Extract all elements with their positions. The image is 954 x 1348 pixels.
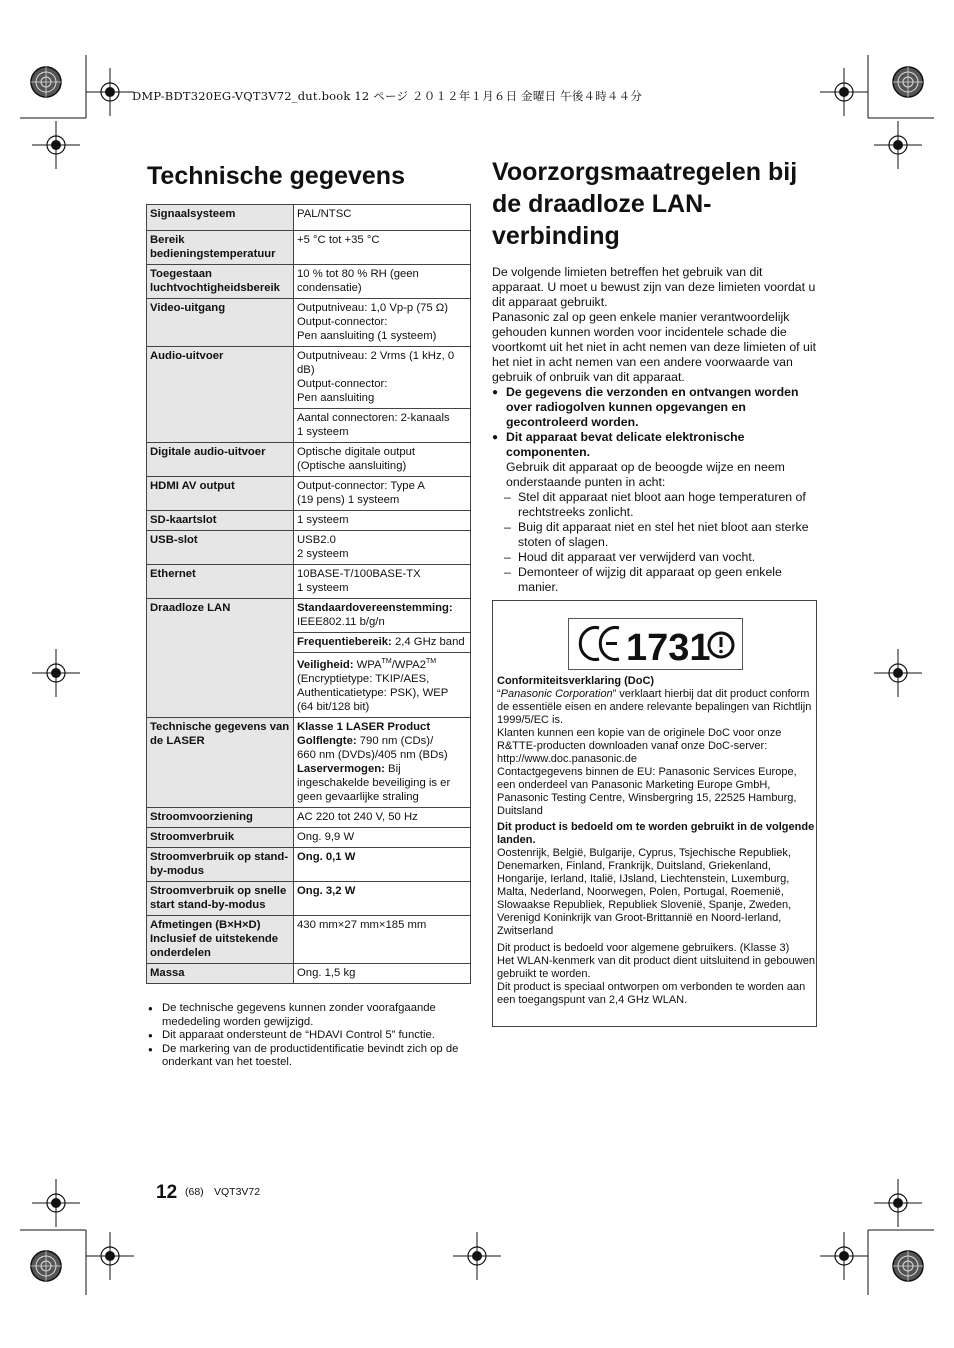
doc-url: http://www.doc.panasonic.de (497, 753, 638, 765)
spec-value: Optische digitale output (Optische aansluiting) (294, 443, 471, 477)
spec-value: Outputniveau: 2 Vrms (1 kHz, 0 dB) Output-connector: Pen aansluiting (294, 347, 471, 409)
doc-paragraph: Contactgegevens binnen de EU: Panasonic Services Europe, een onderdeel van Panasonic Marketing Europe GmbH, (497, 766, 797, 791)
note-item: ● De markering van de productidentificatie bevindt zich op de onderkant van het toestel. (146, 1043, 471, 1070)
spec-row (147, 827, 471, 847)
note-item: ● Dit apparaat ondersteunt de “HDAVI Control 5” functie. (146, 1029, 471, 1043)
spec-label: SD-kaartslot (147, 511, 294, 531)
spec-label: HDMI AV output (147, 477, 294, 511)
doc-paragraph: Klanten kunnen een kopie van de originele DoC voor onze R&TTE-producten downloaden vanaf onze DoC-server: (497, 727, 782, 752)
note-item: ● De technische gegevens kunnen zonder voorafgaande mededeling worden gewijzigd. (146, 1002, 471, 1029)
page-number: 12 (156, 1182, 178, 1203)
spec-value: AC 220 tot 240 V, 50 Hz (294, 807, 471, 827)
doc-statement: “Panasonic Corporation” verklaart hierbij dat dit product conform de essentiële eisen en andere relevante bepalingen van Richtlijn 1999/5/EC is. (497, 688, 812, 726)
spec-value: PAL/NTSC (294, 205, 471, 231)
spec-value: 1 systeem (294, 511, 471, 531)
spec-label: Toegestaan luchtvochtigheidsbereik (147, 265, 294, 299)
spec-value: USB2.0 2 systeem (294, 531, 471, 565)
spec-value: Output-connector: Type A (19 pens) 1 systeem (294, 477, 471, 511)
spec-label: Audio-uitvoer (147, 347, 294, 443)
page-title-specifications: Technische gegevens (147, 162, 405, 190)
spec-row (147, 265, 471, 299)
spec-row (147, 511, 471, 531)
spec-row (147, 565, 471, 599)
countries-list: Oostenrijk, België, Bulgarije, Cyprus, Tsjechische Republiek, Denemarken, Finland, Frankrijk, Duitsland, Griekenland, Hongarije, Ierland, Italië, IJsland, Liechtenstein, Luxemburg, Malta, Nederland, Noorwegen, Polen, Portugal, Roemenië, Slowaakse Republiek, Republiek Slovenië, Spanje, Zweden, Verenigd Koninkrijk van Groot-Brittannië en Noord-Ierland, Zwitserland (497, 847, 792, 937)
dash-item: – Buig dit apparaat niet en stel het niet bloot aan sterke stoten of slagen. (504, 520, 809, 549)
bullet-item: ● Dit apparaat bevat delicate elektronische componenten. Gebruik dit apparaat op de beoogde wijze en neem onderstaande punten in acht: (492, 430, 785, 489)
spec-value: 430 mm×27 mm×185 mm (294, 915, 471, 963)
specifications-table (146, 204, 471, 984)
spec-value: 10BASE-T/100BASE-TX 1 systeem (294, 565, 471, 599)
bullet-item: ● De gegevens die verzonden en ontvangen worden over radiogolven kunnen opgevangen en gecontroleerd worden. (492, 385, 799, 429)
ce-number: 1731 (626, 627, 711, 669)
intro-paragraph: Panasonic zal op geen enkele manier verantwoordelijk gehouden kunnen worden voor incidentele schade die voortkomt uit het niet in acht nemen van deze limieten of uit het niet in acht nemen van een andere voorwaarde van gebruik of onbruik van dit apparaat. (492, 310, 816, 384)
spec-row (147, 231, 471, 265)
spec-label: Technische gegevens van de LASER (147, 717, 294, 807)
spec-row (147, 717, 471, 807)
spec-value: Frequentiebereik: 2,4 GHz band (294, 633, 471, 653)
wireless-precautions-text (492, 265, 817, 595)
countries-heading: Dit product is bedoeld om te worden gebruikt in de volgende landen. (497, 821, 815, 846)
page-title-wireless-precautions: Voorzorgsmaatregelen bij de draadloze LAN-verbinding (492, 158, 798, 250)
spec-row (147, 347, 471, 409)
spec-row (147, 477, 471, 511)
spec-label: USB-slot (147, 531, 294, 565)
spec-value: Outputniveau: 1,0 Vp-p (75 Ω) Output-connector: Pen aansluiting (1 systeem) (294, 299, 471, 347)
spec-row (147, 807, 471, 827)
spec-label: Ethernet (147, 565, 294, 599)
spec-label: Stroomvoorziening (147, 807, 294, 827)
spec-label: Digitale audio-uitvoer (147, 443, 294, 477)
intro-paragraph: De volgende limieten betreffen het gebruik van dit apparaat. U moet u bewust zijn van deze limieten voordat u dit apparaat gebruikt. (492, 265, 816, 309)
spec-value: 10 % tot 80 % RH (geen condensatie) (294, 265, 471, 299)
print-header: DMP-BDT320EG-VQT3V72_dut.book 12 ページ ２０１２年１月６日 金曜日 午後４時４４分 (132, 89, 643, 103)
dash-item: – Stel dit apparaat niet bloot aan hoge temperaturen of rechtstreeks zonlicht. (504, 490, 806, 519)
dash-item: – Houd dit apparaat ver verwijderd van vocht. (504, 550, 756, 564)
spec-value: Ong. 3,2 W (294, 881, 471, 915)
bullet-icon: ● (492, 387, 499, 398)
spec-row (147, 299, 471, 347)
doc-paragraph: Het WLAN-kenmerk van dit product dient uitsluitend in gebouwen gebruikt te worden. (497, 955, 815, 980)
model-code: VQT3V72 (214, 1186, 261, 1198)
spec-row (147, 963, 471, 983)
spec-row (147, 205, 471, 231)
spec-value: +5 °C tot +35 °C (294, 231, 471, 265)
spec-row (147, 881, 471, 915)
spec-label: Stroomverbruik (147, 827, 294, 847)
spec-row (147, 599, 471, 633)
spec-label: Video-uitgang (147, 299, 294, 347)
spec-value: Standaardovereenstemming: IEEE802.11 b/g/n (294, 599, 471, 633)
spec-label: Signaalsysteem (147, 205, 294, 231)
spec-label: Stroomverbruik op stand-by-modus (147, 847, 294, 881)
spec-value: Klasse 1 LASER Product Golflengte: 790 nm (CDs)/ 660 nm (DVDs)/405 nm (BDs) Laservermogen: Bij ingeschakelde beveiliging is er geen gevaarlijke straling (294, 717, 471, 807)
spec-value: Aantal connectoren: 2-kanaals 1 systeem (294, 409, 471, 443)
doc-heading: Conformiteitsverklaring (DoC) (497, 675, 655, 687)
bullet-icon: ● (492, 432, 499, 443)
dash-item: – Demonteer of wijzig dit apparaat op geen enkele manier. (504, 565, 782, 594)
ce-mark (568, 618, 743, 670)
spec-row (147, 915, 471, 963)
spec-label: Massa (147, 963, 294, 983)
specifications-notes (146, 1002, 471, 1070)
doc-text (497, 675, 817, 1007)
spec-label: Bereik bedieningstemperatuur (147, 231, 294, 265)
spec-row (147, 531, 471, 565)
declaration-of-conformity-box (492, 600, 817, 1027)
doc-paragraph: Dit product is bedoeld voor algemene gebruikers. (Klasse 3) (497, 942, 790, 954)
spec-value: Veiligheid: WPA™/WPA2™ (Encryptietype: TKIP/AES, Authenticatietype: PSK), WEP (64 bit/128 bit) (294, 653, 471, 718)
spec-value: Ong. 0,1 W (294, 847, 471, 881)
spec-value: Ong. 9,9 W (294, 827, 471, 847)
spec-row (147, 443, 471, 477)
spec-row (147, 847, 471, 881)
spec-value: Ong. 1,5 kg (294, 963, 471, 983)
doc-paragraph: Panasonic Testing Centre, Winsbergring 15, 22525 Hamburg, Duitsland (497, 792, 797, 817)
doc-paragraph: Dit product is speciaal ontworpen om verbonden te worden aan een toegangspunt van 2,4 GHz WLAN. (497, 981, 806, 1006)
spec-label: Stroomverbruik op snelle start stand-by-modus (147, 881, 294, 915)
ce-logo-icon (569, 619, 742, 669)
spec-label: Draadloze LAN (147, 599, 294, 718)
spec-label: Afmetingen (B×H×D) Inclusief de uitstekende onderdelen (147, 915, 294, 963)
page-sub-number: (68) (185, 1186, 204, 1198)
